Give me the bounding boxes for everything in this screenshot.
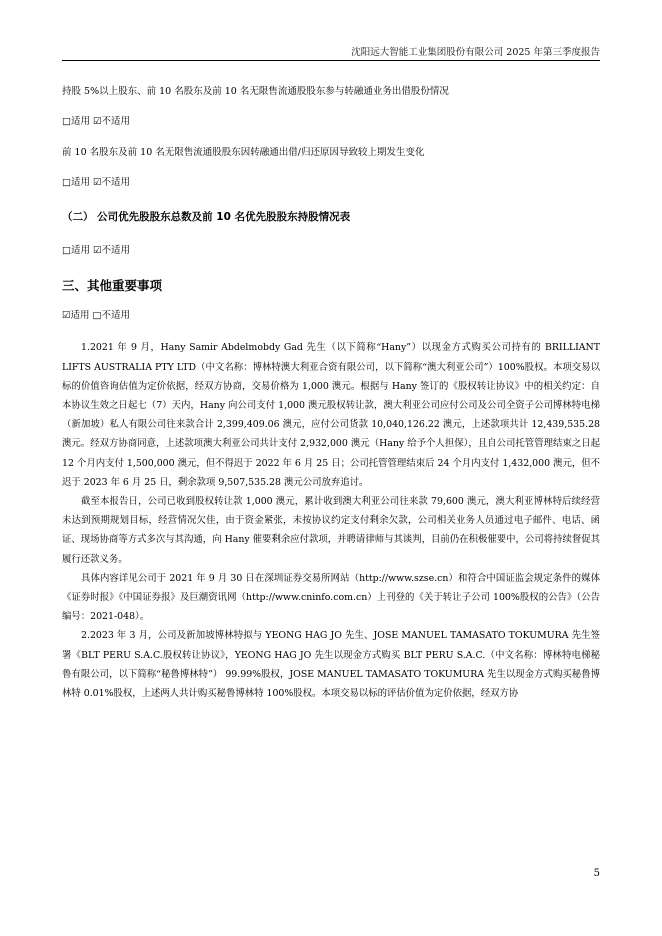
paragraph-collection-status: 截至本报告日，公司已收到股权转让款 1,000 澳元，累计收到澳大利亚公司往来款 79,600 澳元，澳大利亚博林特后续经营未达到预期规划目标，经营情况欠佳，由于资金紧张，未按协议约定支付剩余欠款，公司相关业务人员通过电子邮件、电话、函证、现场协商等方式多次与其沟通，向 Hany 催要剩余应付款项，并聘请律师与其谈判，目前仍在积极催要中，公司将持续督促其履行还款义务。 [62,496,600,565]
section-other-applicability: ☑适用 □不适用 [62,310,131,322]
section-change-applicability: □适用 ☑不适用 [62,176,131,188]
paragraph-peru-transfer: 2.2023 年 3 月，公司及新加坡博林特拟与 YEONG HAG JO 先生、JOSE MANUEL TAMASATO TOKUMURA 先生签署《BLT PERU S.A.C.股权转让协议》，YEONG HAG JO 先生以现金方式购买 BLT PERU S.A.C.（中文名称：博林特电梯秘鲁有限公司，以下简称“秘鲁博林特”） 99.99%股权，JOSE MANUEL TAMASATO TOKUMURA 先生以现金方式购买秘鲁博林特 0.01%股权，上述两人共计购买秘鲁博林特 100%股权。本项交易以标的评估价值为定价依据，经双方协 [62,630,600,700]
section-change-title: 前 10 名股东及前 10 名无限售流通股股东因转融通出借/归还原因导致较上期发生变化 [62,146,425,158]
section-margin-applicability: □适用 ☑不适用 [62,116,131,128]
page-number: 5 [593,868,600,879]
paragraph-announcement-reference: 具体内容详见公司于 2021 年 9 月 30 日在深圳证券交易所网站（http://www.szse.cn）和符合中国证监会规定条件的媒体《证券时报》《中国证券报》及巨潮资讯网（http://www.cninfo.com.cn）上刊登的《关于转让子公司 100%股权的公告》（公告编号：2021-048）。 [62,572,600,623]
section-preferred-title: （二） 公司优先股股东总数及前 10 名优先股股东持股情况表 [62,211,351,224]
paragraph-australia-transfer: 1.2021 年 9 月，Hany Samir Abdelmobdy Gad 先生（以下简称“Hany”）以现金方式购买公司持有的 BRILLIANT LIFTS AUSTRALIA PTY LTD（中文名称：博林特澳大利亚合资有限公司，以下简称“澳大利亚公司”）100%股权。本项交易以标的价值咨询估值为定价依据，经双方协商，交易价格为 1,000 澳元。根据与 Hany 签订的《股权转让协议》中的相关约定：自本协议生效之日起七（7）天内，Hany 向公司支付 1,000 澳元股权转让款，澳大利亚公司应付公司及公司全资子公司博林特电梯（新加坡）私人有限公司往来款合计 2,399,409.06 澳元，应付公司货款 10,040,126.22 澳元，上述款项共计 12,439,535.28 澳元。经双方协商同意，上述款项澳大利亚公司共计支付 2,932,000 澳元（Hany 给予个人担保），且自公司托管管理结束之日起 12 个月内支付 1,500,000 澳元，但不得迟于 2022 年 6 月 25 日；公司托管管理结束后 24 个月内支付 1,432,000 澳元，但不迟于 2023 年 6 月 25 日，剩余款项 9,507,535.28 澳元公司放弃追讨。 [62,342,600,488]
report-header: 沈阳远大智能工业集团股份有限公司 2025 年第三季度报告 [351,47,600,58]
section-margin-title: 持股 5%以上股东、前 10 名股东及前 10 名无限售流通股股东参与转融通业务出借股份情况 [62,86,449,97]
section-other-title: 三、其他重要事项 [62,277,163,293]
document-body [62,84,600,703]
header-divider [62,60,600,61]
section-preferred-applicability: □适用 ☑不适用 [62,245,131,257]
